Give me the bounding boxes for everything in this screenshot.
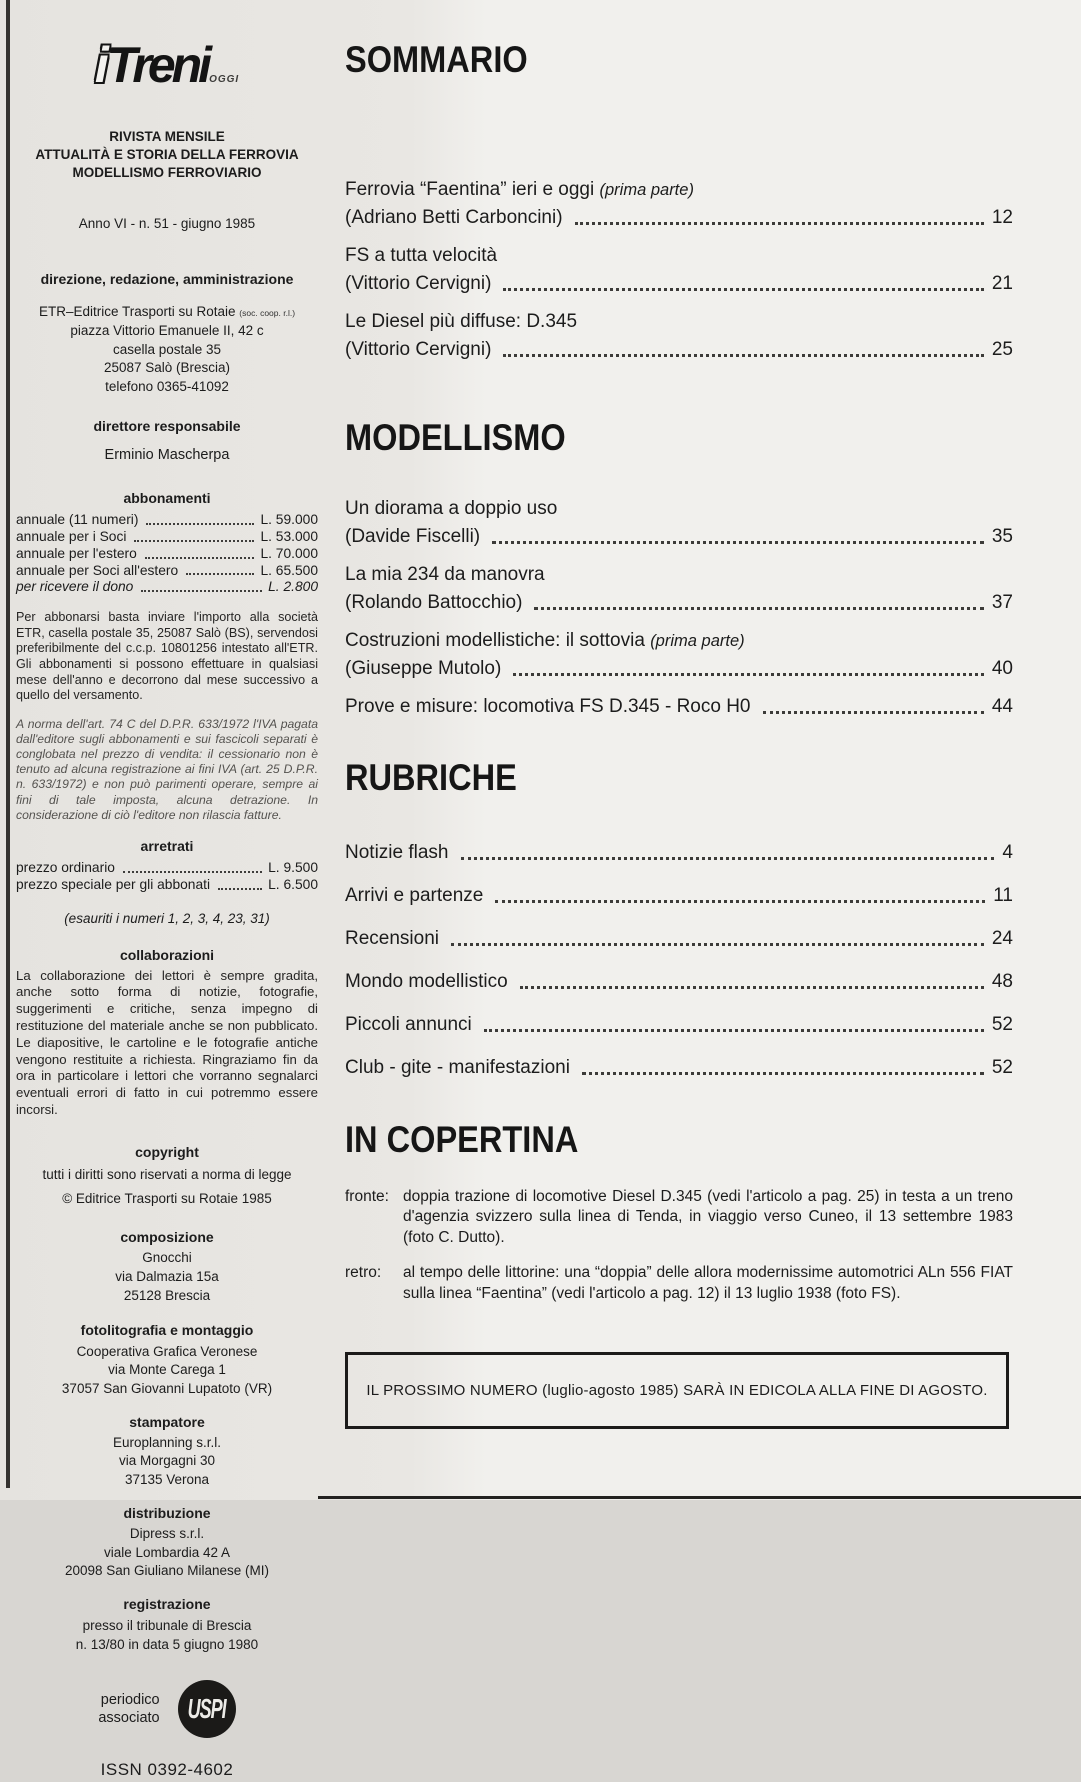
- article-title: Le Diesel più diffuse: D.345: [345, 310, 578, 332]
- composizione-line: via Dalmazia 15a: [115, 1269, 219, 1285]
- price-row: annuale per i Soci L. 53.000: [16, 528, 318, 544]
- article-title: Un diorama a doppio uso: [345, 497, 558, 519]
- tagline-line: ATTUALITÀ E STORIA DELLA FERROVIA: [35, 146, 299, 162]
- toc-entry: [345, 1054, 1013, 1082]
- sommario-column: [345, 0, 1013, 1500]
- leader-dots: [123, 871, 262, 873]
- price-row: prezzo ordinario L. 9.500: [16, 860, 318, 876]
- composizione-heading: composizione: [120, 1229, 214, 1246]
- article-author: (Rolando Battocchio): [345, 591, 523, 613]
- stampatore-line: Europlanning s.r.l.: [112, 1434, 222, 1450]
- copyright-line: © Editrice Trasporti su Rotaie 1985: [62, 1190, 272, 1206]
- uspi-logo-icon: USPI: [178, 1680, 236, 1738]
- iva-note: A norma dell'art. 74 C del D.P.R. 633/1972 l'IVA pagata dall'editore sugli abbonamenti e sui fascicoli separati è conglobata nel prezzo di vendita: il cessionario non è tenuto ad alcuna registrazione ai fini IVA (art. 25 D.P.R. n. 633/1972) e non può parimenti operare, sempre ai fini di tale imposta, alcuna detrazione. In considerazione di ciò l'editore non rilascia fatture.: [16, 716, 318, 822]
- article-title: Recensioni: [345, 927, 439, 949]
- article-title: Prove e misure: locomotiva FS D.345 - Roco H0: [345, 695, 751, 717]
- toc-entry: [345, 968, 1013, 996]
- tagline-line: MODELLISMO FERROVIARIO: [72, 164, 262, 180]
- registrazione-line: n. 13/80 in data 5 giugno 1980: [75, 1636, 259, 1652]
- logo-oggi-label: OGGI: [209, 74, 240, 85]
- registrazione-heading: registrazione: [123, 1595, 211, 1612]
- article-note: (prima parte): [650, 631, 745, 650]
- cover-item-fronte: [345, 1187, 1013, 1249]
- toc-entry: [345, 176, 1013, 232]
- leader-dots: [503, 354, 983, 357]
- toc-entry: [345, 925, 1013, 953]
- page-number: 52: [991, 1056, 1013, 1078]
- copertina-heading: IN COPERTINA: [345, 1119, 579, 1160]
- page-number: 4: [1002, 841, 1013, 863]
- abbonamenti-note: Per abbonarsi basta inviare l'importo alla società ETR, casella postale 35, 25087 Salò (BS), servendosi preferibilmente del c.c.p. 10801256 intestato all'ETR. Gli abbonamenti si possono effettuare in qualsiasi mese dell'anno e decorrono dal mese successivo a quello del versamento.: [16, 610, 318, 703]
- leader-dots: [134, 540, 254, 542]
- toc-entry: [345, 839, 1013, 867]
- article-title: Mondo modellistico: [345, 970, 508, 992]
- leader-dots: [520, 986, 984, 989]
- toc-entry: [345, 627, 1013, 683]
- colophon-column: [16, 34, 318, 1782]
- leader-dots: [451, 943, 984, 946]
- tagline-line: RIVISTA MENSILE: [109, 129, 225, 144]
- abbonamenti-table: [16, 512, 318, 596]
- stampatore-heading: stampatore: [129, 1413, 205, 1430]
- toc-entry: [345, 882, 1013, 910]
- publisher-name: ETR–Editrice Trasporti su Rotaie: [38, 304, 236, 320]
- collaborazioni-text: La collaborazione dei lettori è sempre gradita, anche sotto forma di notizie, fotografie, suggerimenti e critiche, senza impegno di restituzione del materiale anche se non pubblicato. Le diapositive, le cartoline e le fotografie antiche vengono restituite a richiesta. Ringraziamo fin da ora in particolare i lettori che vorranno segnalarci eventuali errori di fatto in cui potremmo essere incorsi.: [16, 967, 318, 1117]
- toc-entry: [345, 561, 1013, 617]
- issn-number: ISSN 0392-4602: [100, 1760, 234, 1780]
- price-row: annuale (11 numeri) L. 59.000: [16, 512, 318, 528]
- section-modellismo: [345, 418, 1013, 735]
- page-number: 11: [993, 884, 1013, 906]
- arretrati-table: [16, 860, 318, 894]
- periodico-associato-block: [16, 1680, 318, 1738]
- magazine-tagline: [16, 128, 318, 181]
- page-number: 37: [991, 591, 1013, 613]
- leader-dots: [461, 857, 995, 860]
- itreni-logo: [94, 37, 240, 93]
- page-number: 24: [991, 927, 1013, 949]
- copyright-line: tutti i diritti sono riservati a norma di legge: [42, 1166, 292, 1182]
- stampatore-line: via Morgagni 30: [118, 1453, 216, 1469]
- price-row: per ricevere il dono L. 2.800: [16, 579, 318, 595]
- logo-rest: Treni: [106, 37, 209, 93]
- cover-item-retro: [345, 1263, 1013, 1305]
- leader-dots: [582, 1072, 984, 1075]
- toc-entry: [345, 1011, 1013, 1039]
- abbonamenti-heading: abbonamenti: [123, 489, 211, 506]
- section-copertina: [345, 1120, 1013, 1319]
- distribuzione-line: viale Lombardia 42 A: [103, 1544, 231, 1560]
- toc-entry: [345, 495, 1013, 551]
- cover-caption: al tempo delle littorine: una “doppia” delle allora modernissime automotrici ALn 556 FIAT sulla linea “Faentina” (vedi l'articolo a pag. 12) il 13 luglio 1938 (foto FS).: [403, 1263, 1013, 1302]
- publisher-line: [16, 303, 318, 322]
- article-author: (Vittorio Cervigni): [345, 338, 492, 360]
- sommario-heading: SOMMARIO: [345, 39, 528, 80]
- composizione-line: 25128 Brescia: [123, 1287, 211, 1303]
- article-title: FS a tutta velocità: [345, 244, 498, 266]
- article-author: (Davide Fiscelli): [345, 525, 481, 547]
- article-title: Piccoli annunci: [345, 1013, 472, 1035]
- article-title: Club - gite - manifestazioni: [345, 1056, 570, 1078]
- collaborazioni-heading: collaborazioni: [119, 947, 215, 964]
- leader-dots: [146, 523, 254, 525]
- masthead-logo: [16, 37, 318, 93]
- article-title: Costruzioni modellistiche: il sottovia: [345, 629, 645, 651]
- page-number: 21: [991, 272, 1013, 294]
- page-number: 52: [991, 1013, 1013, 1035]
- leader-dots: [763, 711, 984, 714]
- distribuzione-line: 20098 San Giuliano Milanese (MI): [64, 1563, 270, 1579]
- cover-label: retro:: [345, 1263, 382, 1281]
- article-title: Ferrovia “Faentina” ieri e oggi: [345, 178, 595, 200]
- price-row: annuale per l'estero L. 70.000: [16, 545, 318, 561]
- article-author: (Adriano Betti Carboncini): [345, 206, 563, 228]
- fotolitografia-heading: fotolitografia e montaggio: [80, 1322, 254, 1339]
- next-issue-promo-box: [345, 1352, 1009, 1429]
- address-line: 25087 Salò (Brescia): [103, 360, 231, 376]
- address-line: telefono 0365-41092: [105, 378, 229, 394]
- address-line: casella postale 35: [112, 341, 222, 357]
- leader-dots: [492, 541, 984, 544]
- direttore-name: Erminio Mascherpa: [104, 446, 230, 463]
- leader-dots: [484, 1029, 984, 1032]
- article-title: Notizie flash: [345, 841, 449, 863]
- leader-dots: [534, 607, 983, 610]
- section-rubriche: [345, 758, 1013, 1082]
- article-note: (prima parte): [599, 180, 694, 199]
- issue-line: Anno VI - n. 51 - giugno 1985: [78, 216, 256, 232]
- leader-dots: [145, 557, 255, 559]
- copyright-heading: copyright: [135, 1143, 199, 1160]
- section-sommario: [345, 40, 1013, 374]
- leader-dots: [186, 573, 254, 575]
- price-row: prezzo speciale per gli abbonati L. 6.500: [16, 876, 318, 892]
- modellismo-heading: MODELLISMO: [345, 417, 566, 458]
- rubriche-heading: RUBRICHE: [345, 757, 517, 798]
- publisher-note: (soc. coop. r.l.): [239, 308, 296, 319]
- next-issue-text: IL PROSSIMO NUMERO (luglio-agosto 1985) SARÀ IN EDICOLA ALLA FINE DI AGOSTO.: [366, 1382, 988, 1399]
- esauriti-note: (esauriti i numeri 1, 2, 3, 4, 23, 31): [64, 910, 270, 926]
- page-number: 35: [991, 525, 1013, 547]
- registrazione-line: presso il tribunale di Brescia: [82, 1618, 252, 1634]
- arretrati-heading: arretrati: [140, 837, 194, 854]
- fotolitografia-line: 37057 San Giovanni Lupatoto (VR): [61, 1380, 273, 1396]
- direttore-heading: direttore responsabile: [93, 417, 241, 434]
- page-number: 12: [991, 206, 1013, 228]
- distribuzione-heading: distribuzione: [123, 1504, 211, 1521]
- leader-dots: [513, 673, 984, 676]
- periodico-label: periodico associato: [98, 1691, 160, 1727]
- leader-dots: [495, 900, 985, 903]
- fotolitografia-line: Cooperativa Grafica Veronese: [76, 1343, 258, 1359]
- page-number: 40: [991, 657, 1013, 679]
- leader-dots: [503, 288, 983, 291]
- page-number: 25: [991, 338, 1013, 360]
- composizione-line: Gnocchi: [142, 1250, 192, 1266]
- distribuzione-line: Dipress s.r.l.: [129, 1526, 205, 1542]
- address-line: piazza Vittorio Emanuele II, 42 c: [70, 323, 264, 338]
- leader-dots: [218, 888, 262, 890]
- article-title: La mia 234 da manovra: [345, 563, 545, 585]
- leader-dots: [575, 222, 984, 225]
- logo-letter-i: i: [94, 37, 105, 93]
- cover-caption: doppia trazione di locomotive Diesel D.345 (vedi l'articolo a pag. 25) in testa a un treno d'agenzia svizzero sulla linea di Tenda, in viaggio verso Cuneo, il 13 settembre 1983 (foto C. Dutto).: [403, 1187, 1013, 1247]
- article-author: (Vittorio Cervigni): [345, 272, 492, 294]
- article-title: Arrivi e partenze: [345, 884, 484, 906]
- cover-label: fronte:: [345, 1187, 389, 1205]
- article-author: (Giuseppe Mutolo): [345, 657, 502, 679]
- direzione-heading: direzione, redazione, amministrazione: [40, 271, 294, 288]
- fotolitografia-line: via Monte Carega 1: [108, 1362, 226, 1378]
- toc-entry: [345, 242, 1013, 298]
- page-number: 44: [991, 695, 1013, 717]
- stampatore-line: 37135 Verona: [124, 1472, 210, 1488]
- toc-entry: [345, 693, 1013, 721]
- price-row: annuale per Soci all'estero L. 65.500: [16, 562, 318, 578]
- page-edge-left: [6, 0, 10, 1488]
- page-number: 48: [991, 970, 1013, 992]
- leader-dots: [141, 590, 262, 592]
- toc-entry: [345, 308, 1013, 364]
